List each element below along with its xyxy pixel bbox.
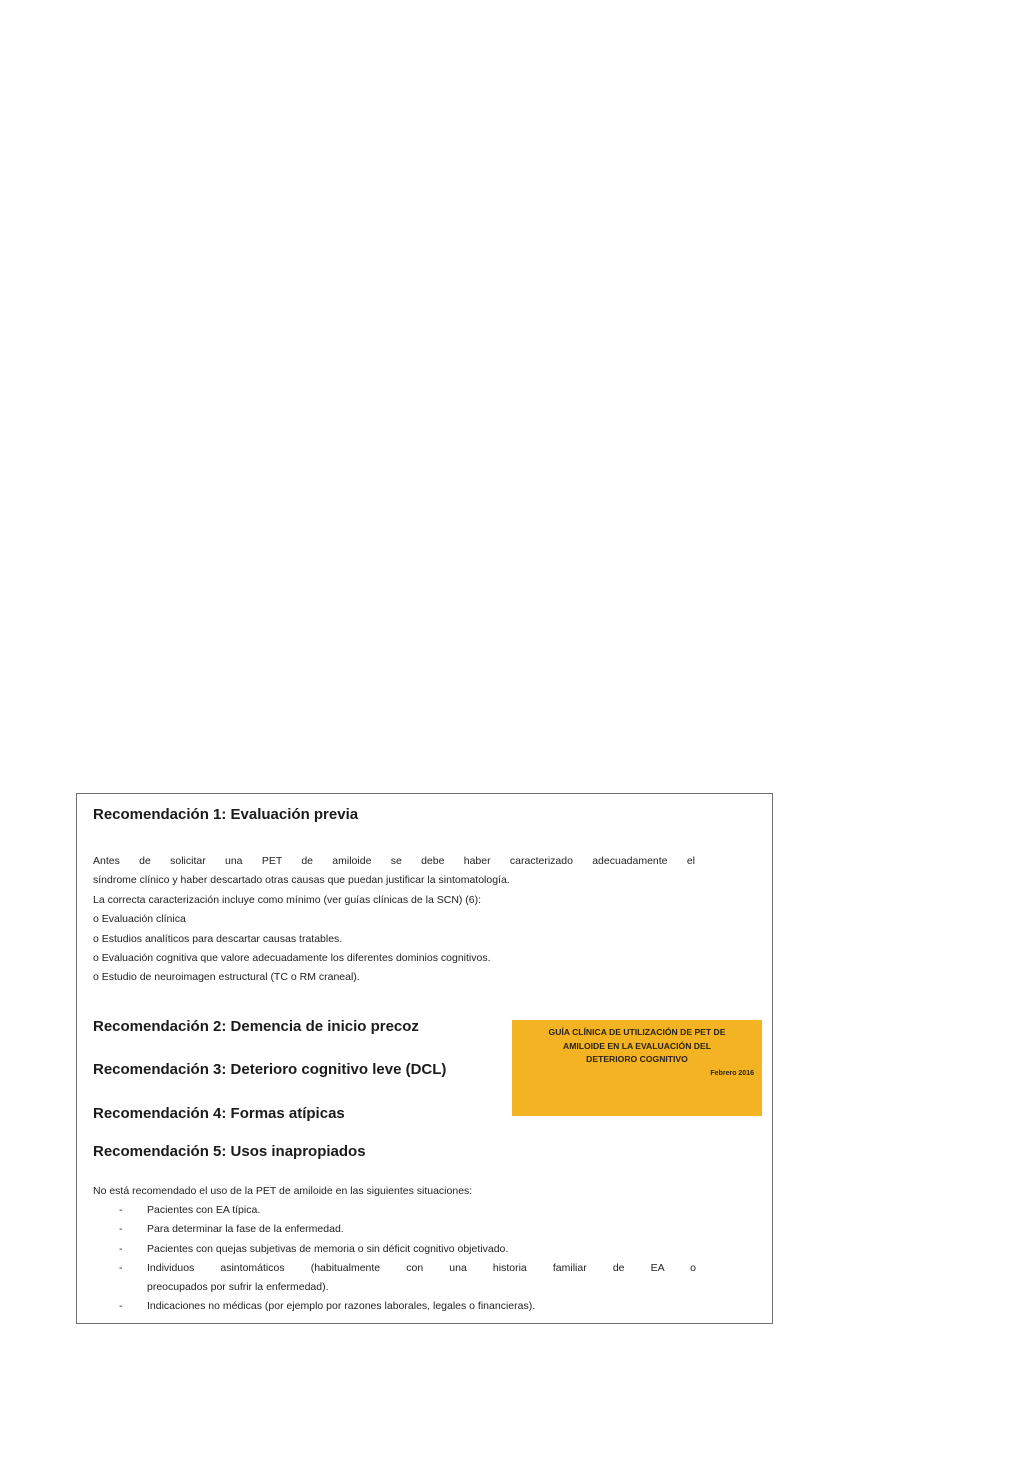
list-item <box>113 1240 696 1259</box>
bullet-dash: - <box>119 1204 123 1216</box>
rec1-line-5: o Estudios analíticos para descartar causas tratables. <box>93 932 343 945</box>
list-item-text-continued: preocupados por sufrir la enfermedad). <box>147 1281 329 1294</box>
list-item-text: Individuos asintomáticos (habitualmente con una historia familiar de EA o <box>147 1261 696 1274</box>
rec1-line-3: La correcta caracterización incluye como mínimo (ver guías clínicas de la SCN) (6): <box>93 893 482 906</box>
list-item <box>113 1220 696 1239</box>
list-item-text: Indicaciones no médicas (por ejemplo por razones laborales, legales o financieras). <box>147 1300 536 1313</box>
bullet-dash: - <box>119 1242 123 1255</box>
rec5-intro: No está recomendado el uso de la PET de amiloide en las siguientes situaciones: <box>93 1185 473 1197</box>
list-item-text: Pacientes con quejas subjetivas de memoria o sin déficit cognitivo objetivado. <box>147 1242 509 1255</box>
list-item <box>113 1259 696 1298</box>
guide-title-line-2: AMILOIDE EN LA EVALUACIÓN DEL <box>562 1040 711 1051</box>
bullet-dash: - <box>119 1223 123 1236</box>
bullet-dash: - <box>119 1261 123 1274</box>
guide-cover-badge <box>512 1020 762 1116</box>
rec1-line-6: o Evaluación cognitiva que valore adecuadamente los diferentes dominios cognitivos. <box>93 952 491 965</box>
rec5-intro-block <box>93 1182 695 1201</box>
list-item <box>113 1297 696 1316</box>
guide-title-line-1: GUÍA CLÍNICA DE UTILIZACIÓN DE PET DE <box>548 1027 726 1037</box>
list-item-text: Pacientes con EA típica. <box>147 1204 261 1216</box>
rec1-line-1: Antes de solicitar una PET de amiloide se debe haber caracterizado adecuadamente el <box>93 855 695 867</box>
rec5-heading: Recomendación 5: Usos inapropiados <box>93 1143 366 1160</box>
rec4-heading: Recomendación 4: Formas atípicas <box>93 1105 345 1122</box>
rec1-line-7: o Estudio de neuroimagen estructural (TC o RM craneal). <box>93 971 360 984</box>
recommendations-panel <box>76 793 773 1324</box>
guide-title-line-3: DETERIORO COGNITIVO <box>586 1054 688 1064</box>
rec1-line-4: o Evaluación clínica <box>93 913 186 926</box>
list-item <box>113 1201 696 1220</box>
rec2-heading: Recomendación 2: Demencia de inicio precoz <box>93 1018 419 1035</box>
guide-title <box>520 1026 754 1067</box>
rec1-heading: Recomendación 1: Evaluación previa <box>93 806 359 823</box>
guide-date: Febrero 2016 <box>710 1069 754 1077</box>
list-item-text: Para determinar la fase de la enfermedad. <box>147 1223 344 1236</box>
rec3-heading: Recomendación 3: Deterioro cognitivo leve (DCL) <box>93 1061 447 1078</box>
rec1-line-2: síndrome clínico y haber descartado otras causas que puedan justificar la sintomatología. <box>93 874 510 887</box>
rec5-list <box>113 1201 696 1317</box>
rec1-paragraph <box>93 852 695 988</box>
bullet-dash: - <box>119 1300 123 1313</box>
